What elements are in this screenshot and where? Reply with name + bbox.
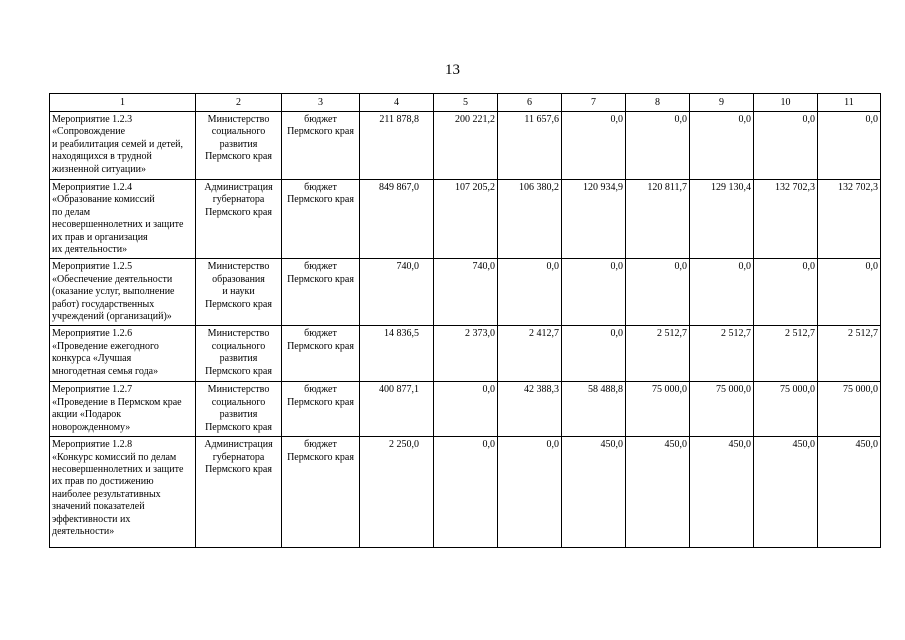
activity-name: Мероприятие 1.2.5 «Обеспечение деятельности (оказание услуг, выполнение работ) государственных учреждений (организаций)» — [50, 259, 196, 326]
header-cell: 6 — [498, 94, 562, 112]
value-cell: 849 867,0 — [360, 180, 434, 259]
value-cell: 14 836,5 — [360, 326, 434, 382]
value-cell: 129 130,4 — [690, 180, 754, 259]
header-cell: 5 — [434, 94, 498, 112]
value-cell: 0,0 — [562, 112, 626, 180]
value-cell: 75 000,0 — [626, 382, 690, 437]
value-cell: 740,0 — [434, 259, 498, 326]
value-cell: 0,0 — [754, 112, 818, 180]
funding-source: бюджет Пермского края — [282, 259, 360, 326]
value-cell: 400 877,1 — [360, 382, 434, 437]
value-cell: 75 000,0 — [690, 382, 754, 437]
header-cell: 1 — [50, 94, 196, 112]
header-cell: 10 — [754, 94, 818, 112]
value-cell: 120 811,7 — [626, 180, 690, 259]
value-cell: 2 373,0 — [434, 326, 498, 382]
value-cell: 2 512,7 — [754, 326, 818, 382]
value-cell: 200 221,2 — [434, 112, 498, 180]
value-cell: 0,0 — [754, 259, 818, 326]
value-cell: 0,0 — [498, 437, 562, 548]
header-cell: 7 — [562, 94, 626, 112]
value-cell: 450,0 — [818, 437, 881, 548]
funding-source: бюджет Пермского края — [282, 326, 360, 382]
value-cell: 0,0 — [690, 259, 754, 326]
funding-source: бюджет Пермского края — [282, 112, 360, 180]
value-cell: 0,0 — [626, 112, 690, 180]
value-cell: 2 512,7 — [818, 326, 881, 382]
executor: Администрация губернатора Пермского края — [196, 437, 282, 548]
value-cell: 211 878,8 — [360, 112, 434, 180]
value-cell: 0,0 — [562, 326, 626, 382]
value-cell: 0,0 — [434, 382, 498, 437]
value-cell: 2 512,7 — [690, 326, 754, 382]
value-cell: 132 702,3 — [818, 180, 881, 259]
value-cell: 2 512,7 — [626, 326, 690, 382]
value-cell: 75 000,0 — [754, 382, 818, 437]
executor: Министерство социального развития Пермского края — [196, 112, 282, 180]
value-cell: 107 205,2 — [434, 180, 498, 259]
funding-source: бюджет Пермского края — [282, 180, 360, 259]
executor: Министерство социального развития Пермского края — [196, 382, 282, 437]
value-cell: 132 702,3 — [754, 180, 818, 259]
value-cell: 0,0 — [690, 112, 754, 180]
value-cell: 0,0 — [434, 437, 498, 548]
value-cell: 11 657,6 — [498, 112, 562, 180]
value-cell: 120 934,9 — [562, 180, 626, 259]
activity-name: Мероприятие 1.2.3 «Сопровождение и реабилитация семей и детей, находящихся в трудной жизненной ситуации» — [50, 112, 196, 180]
value-cell: 0,0 — [818, 112, 881, 180]
activity-name: Мероприятие 1.2.4 «Образование комиссий по делам несовершеннолетних и защите их прав и организация их деятельности» — [50, 180, 196, 259]
header-cell: 9 — [690, 94, 754, 112]
header-cell: 11 — [818, 94, 881, 112]
funding-source: бюджет Пермского края — [282, 437, 360, 548]
value-cell: 2 412,7 — [498, 326, 562, 382]
table-row — [50, 180, 881, 259]
page-number: 13 — [445, 62, 460, 78]
value-cell: 0,0 — [498, 259, 562, 326]
budget-table — [49, 93, 881, 548]
funding-source: бюджет Пермского края — [282, 382, 360, 437]
executor: Министерство социального развития Пермского края — [196, 326, 282, 382]
header-cell: 8 — [626, 94, 690, 112]
value-cell: 42 388,3 — [498, 382, 562, 437]
value-cell: 740,0 — [360, 259, 434, 326]
value-cell: 106 380,2 — [498, 180, 562, 259]
value-cell: 450,0 — [754, 437, 818, 548]
header-cell: 2 — [196, 94, 282, 112]
table-row — [50, 112, 881, 180]
table-row — [50, 382, 881, 437]
value-cell: 0,0 — [818, 259, 881, 326]
value-cell: 450,0 — [562, 437, 626, 548]
value-cell: 2 250,0 — [360, 437, 434, 548]
table-row — [50, 326, 881, 382]
table-row — [50, 437, 881, 548]
value-cell: 450,0 — [690, 437, 754, 548]
value-cell: 450,0 — [626, 437, 690, 548]
activity-name: Мероприятие 1.2.7 «Проведение в Пермском крае акции «Подарок новорожденному» — [50, 382, 196, 437]
value-cell: 0,0 — [626, 259, 690, 326]
header-cell: 4 — [360, 94, 434, 112]
value-cell: 75 000,0 — [818, 382, 881, 437]
header-row — [50, 94, 881, 112]
activity-name: Мероприятие 1.2.8 «Конкурс комиссий по делам несовершеннолетних и защите их прав по достижению наиболее результативных значений показателей эффективности их деятельности» — [50, 437, 196, 548]
executor: Министерство образования и науки Пермского края — [196, 259, 282, 326]
value-cell: 0,0 — [562, 259, 626, 326]
table-row — [50, 259, 881, 326]
header-cell: 3 — [282, 94, 360, 112]
value-cell: 58 488,8 — [562, 382, 626, 437]
activity-name: Мероприятие 1.2.6 «Проведение ежегодного конкурса «Лучшая многодетная семья года» — [50, 326, 196, 382]
executor: Администрация губернатора Пермского края — [196, 180, 282, 259]
